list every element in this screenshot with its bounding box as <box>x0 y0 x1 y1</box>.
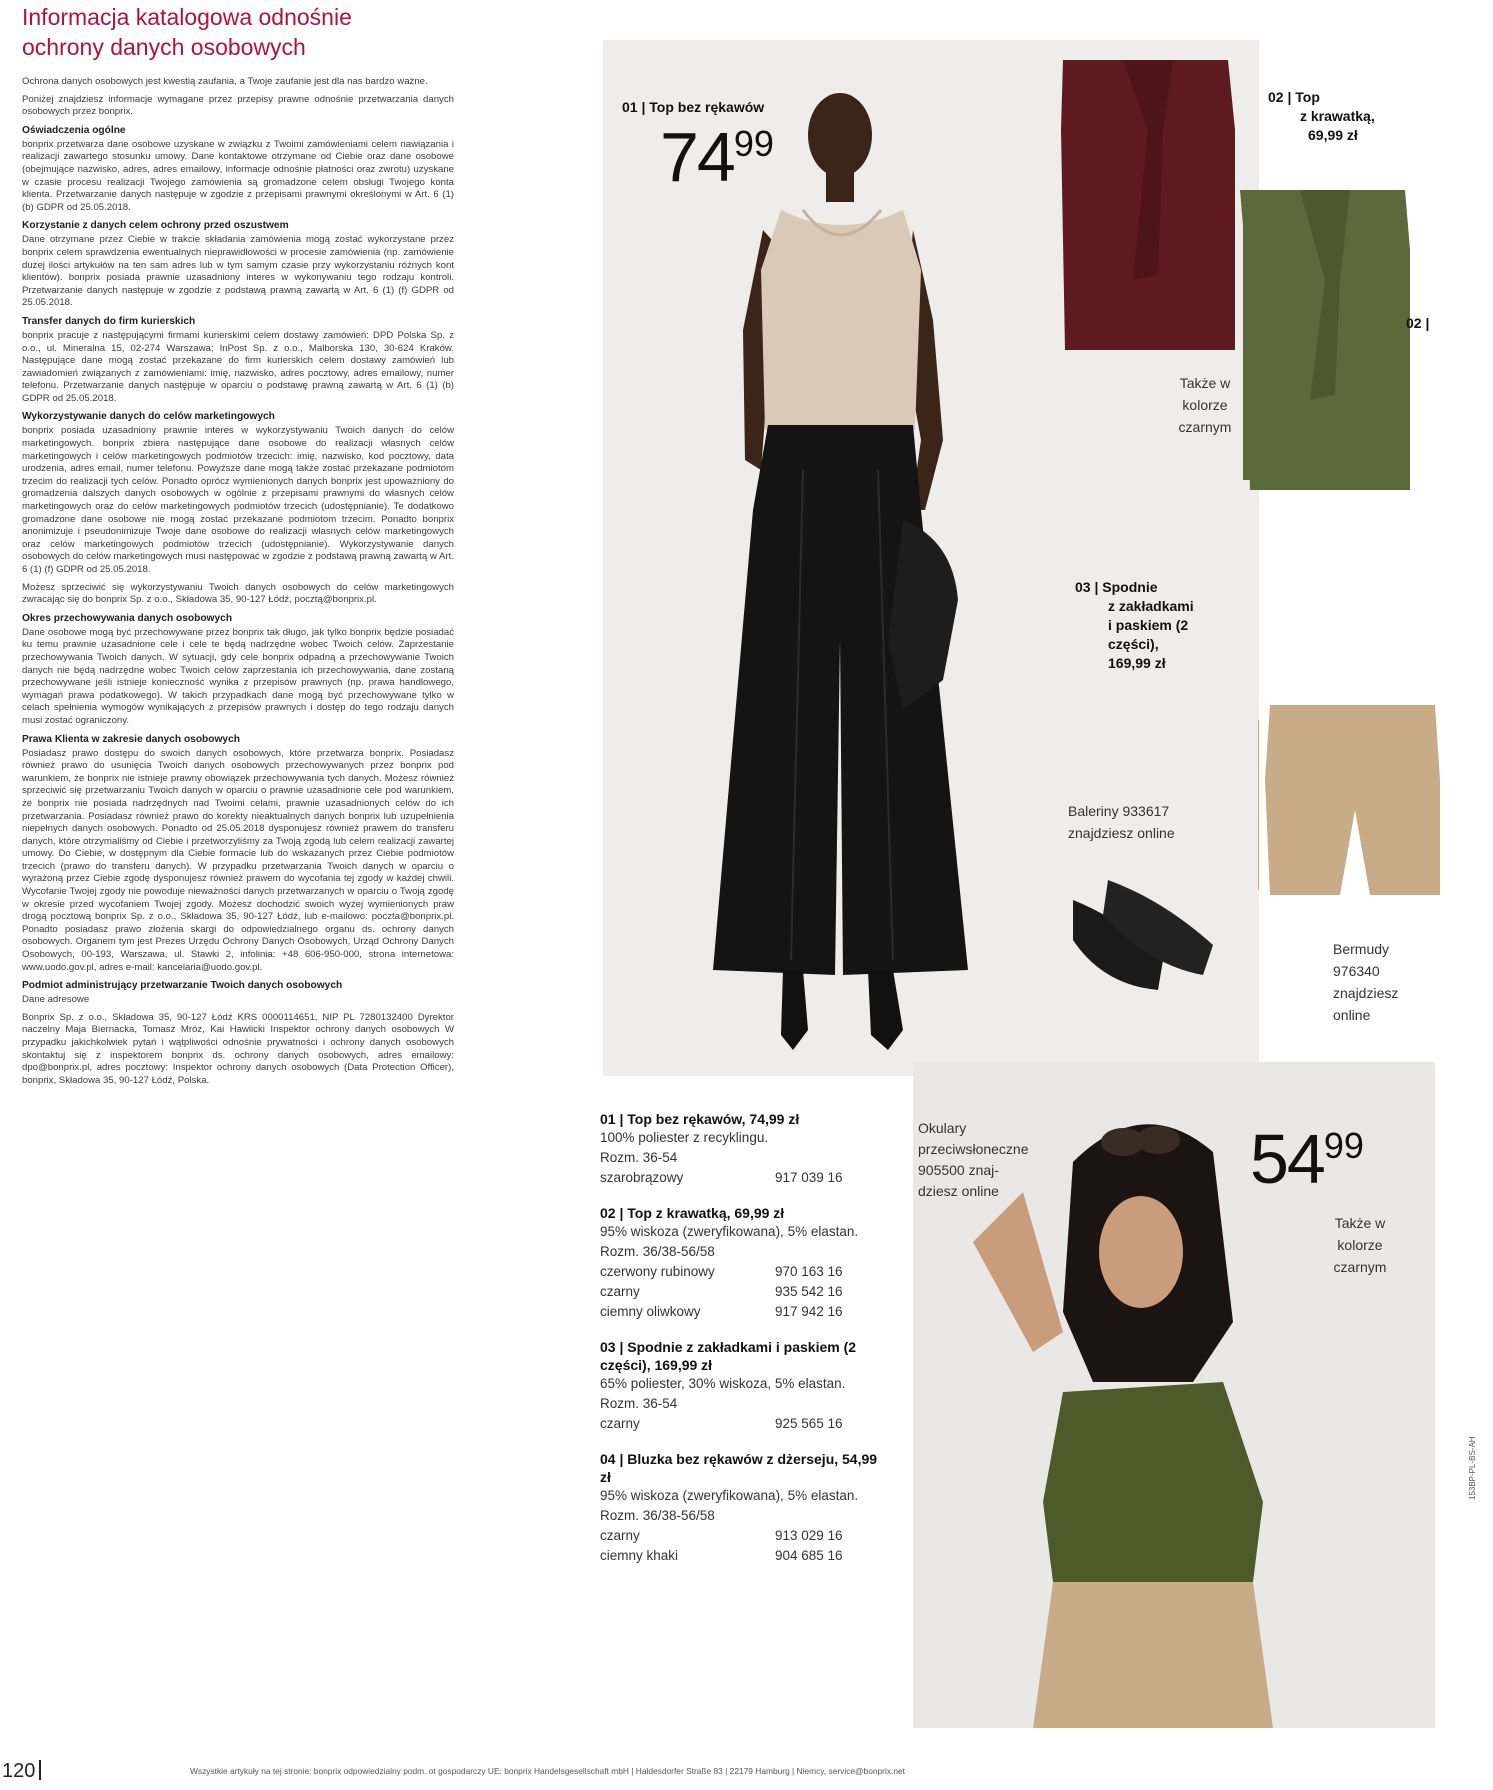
variant-code: 935 542 16 <box>775 1284 843 1299</box>
callout-tag: 02 <box>1406 315 1422 331</box>
note-line: 905500 znaj- <box>918 1162 999 1178</box>
product-variant <box>600 1546 890 1566</box>
top-burgundy-image <box>1061 60 1235 350</box>
callout-name-2: z krawatką, <box>1300 108 1375 124</box>
product-description <box>600 1450 890 1566</box>
note-line: dziesz online <box>918 1183 999 1199</box>
intro-paragraph: Poniżej znajdziesz informacje wymagane przez przepisy prawne odnośnie przetwarzania danych osobowych przez bonprix. <box>22 93 454 118</box>
product-sizes: Rozm. 36-54 <box>600 1150 678 1165</box>
product-variant <box>600 1302 890 1322</box>
note-line: znajdziesz online <box>1068 825 1175 841</box>
note-line: Baleriny 933617 <box>1068 803 1170 819</box>
product-title: Top bez rękawów, 74,99 zł <box>627 1111 800 1127</box>
variant-code: 913 029 16 <box>775 1528 843 1543</box>
product-number: 03 <box>600 1339 616 1355</box>
section-text: Posiadasz prawo dostępu do swoich danych osobowych, które przetwarza bonprix. Posiadasz również prawo do usunięcia Twoich danych osobowych przechowywanych przez bonprix pod warunkiem, że bonprix nie istnieje prawny obowiązek przechowywania tych danych. Możesz również sprzeciwić się przetwarzaniu Twoich danych w oparciu o prawnie uzasadnione cele pod warunkiem, że bonprix nie posiada nadrzędnych nad Twoimi celami, prawnie uzasadnionych celów do ich przetwarzania. Posiadasz również prawo do korekty nieaktualnych danych bonprix lub uzupełnienia niepełnych danych osobowych. Ponadto od 25.05.2018 dysponujesz również prawem do transferu danych, które otrzymaliśmy od Ciebie i przetworzyliśmy za Twoją zgodą lub celem realizacji zawartej umowy. Do Ciebie, w dostępnym dla Ciebie formacie lub do wskazanych przez Ciebie podmiotów trzecich (prawo do transferu danych). W przypadku przetwarzania Twoich danych w oparciu o wyrażoną przez Ciebie zgodę dysponujesz również prawem do wycofania tej zgody w każdej chwili. Wycofanie Twojej zgody nie powoduje nieważności danych przetwarzanych w oparciu o Twoją zgodę w okresie przed wycofaniem Twojej zgody. Możesz dochodzić swoich wyżej wymienionych praw drogą pocztową bonprix Sp. z o.o., Składowa 35, 90-127 Łódź, lub e-mailowo: poczta@bonprix.pl. Ponadto posiadasz prawo złożenia skargi do odpowiedzialnego organu ds. ochrony danych osobowych. Organem tym jest Prezes Urzędu Ochrony Danych Osobowych, Urząd Ochrony Danych Osobowych, 00-193, Warszawa, ul. Stawki 2, infolinia: +48 606-950-000, strona internetowa: www.uodo.gov.pl, adres e-mail: kancelaria@uodo.gov.pl. <box>22 747 454 973</box>
page-number: 120 <box>2 1760 41 1783</box>
section-heading: Podmiot administrujący przetwarzanie Twoich danych osobowych <box>22 980 343 992</box>
section-heading: Okres przechowywania danych osobowych <box>22 612 233 624</box>
price-cents: 99 <box>1323 1125 1364 1166</box>
product-variant <box>600 1168 890 1188</box>
product-description <box>600 1204 890 1322</box>
section-heading: Prawa Klienta w zakresie danych osobowych <box>22 733 240 745</box>
side-products <box>1230 160 1460 1040</box>
variant-code: 917 039 16 <box>775 1170 843 1185</box>
price-p1 <box>660 118 774 196</box>
product-heading: 01 | Top bez rękawów, 74,99 zł <box>600 1111 800 1127</box>
section-text: bonprix pracuje z następującymi firmami kurierskimi celem dostawy zamówień: DPD Polska Sp. z o.o., ul. Mineralna 15, 02-274 Warszawa; InPost Sp. z o.o., Malborska 130, 30-624 Kraków. Następujące dane mogą zostać przekazane do firm kurierskich celem dostawy zamówień lub zawiadomień związanych z zamówieniami: imię, nazwisko, adres pocztowy, adres emailowy, numer telefonu. Przetwarzanie danych następuje w oparciu o podstawę prawną zawartą w Art. 6 (1) (b) GDPR od 25.05.2018. <box>22 329 454 404</box>
variant-code: 904 685 16 <box>775 1548 843 1563</box>
product-number: 02 <box>600 1205 616 1221</box>
note-line: czarnym <box>1178 419 1232 435</box>
product-number: 04 <box>600 1451 616 1467</box>
product-description <box>600 1338 890 1434</box>
section-text: Możesz sprzeciwić się wykorzystywaniu Twoich danych osobowych do celów marketingowych zwracając się do bonprix Sp. z o.o., Składowa 35, 90-127 Łódź, pocztą@bonprix.pl. <box>22 581 454 606</box>
product-material: 100% poliester z recyklingu. <box>600 1130 769 1145</box>
section-text: Dane osobowe mogą być przechowywane przez bonprix tak długo, jak tylko bonprix będzie posiadać ku temu prawnie uzasadnione cele i cele te będą nadrzędne wobec Twoich celów. Zaprzestanie przechowywania Twoich danych. W sytuacji, gdy cele bonprix odpadną a przechowywanie Twoich danych nie będą nadrzędne wobec Twoich celów zaprzestania ich przechowywania, dane zostaną przechowywane jeśli istnieje konieczność wynika z przepisów prawnych (np. prawa handlowego, wymagań prawa podatkowego). W takich przypadkach dane mogą być przechowywane tylko w celach spełnienia wymogów wynikających z przepisów prawnych i dostęp do tego rodzaju danych musi zostać ograniczony. <box>22 626 454 726</box>
product-material: 95% wiskoza (zweryfikowana), 5% elastan. <box>600 1488 859 1503</box>
note-line: 976340 <box>1333 963 1380 979</box>
sections <box>22 124 454 1088</box>
product-heading: 02 | Top z krawatką, 69,99 zł <box>600 1205 785 1221</box>
model-figure <box>713 93 968 1050</box>
section-heading: Oświadczenia ogólne <box>22 124 126 136</box>
callout-name: Top <box>1295 89 1320 105</box>
section-text: Dane adresowe <box>22 994 90 1006</box>
variant-code: 917 942 16 <box>775 1304 843 1319</box>
section-text: Bonprix Sp. z o.o., Składowa 35, 90-127 Łódź KRS 0000114651, NIP PL 7280132400 Dyrektor naczelny Maja Biernacka, Tomasz Mróz, Kai Hawlicki Inspektor ochrony danych osobowych W przypadku jakichkolwiek pytań i wątpliwości odnośnie prywatności i ochrony danych osobowych skontaktuj się z inspektorem bonprix ds. ochrony danych osobowych, adres emailowy: dpo@bonprix.pl, adres pocztowy: Inspektor ochrony danych osobowych (Data Protection Officer), bonprix, Składowa 35, 90-127 Łódź, Polska. <box>22 1011 454 1086</box>
note-line: Bermudy <box>1333 941 1390 957</box>
callout-p3: 03 | Spodnie z zakładkami i paskiem (2 części), 169,99 zł <box>1075 579 1194 671</box>
footer-legal: Wszystkie artykuły na tej stronie: bonprix odpowiedzialny podm. ot gospodarczy UE: bonprix Handelsgesellschaft mbH | Haldesdorfer Straße 83 | 22179 Hamburg | Niemcy, service@bonprix.net <box>190 1766 905 1776</box>
note-line: Także w <box>1334 1215 1386 1231</box>
section-heading: Wykorzystywanie danych do celów marketingowych <box>22 411 275 423</box>
note-bermudas <box>1333 938 1443 1026</box>
note-line: czarnym <box>1333 1259 1387 1275</box>
price-cents: 99 <box>733 123 774 164</box>
callout-number: 02 <box>1268 89 1284 105</box>
note-line: online <box>1333 1007 1371 1023</box>
variant-color: czerwony rubinowy <box>600 1264 715 1279</box>
product-variant <box>600 1414 890 1434</box>
variant-color: ciemny oliwkowy <box>600 1304 701 1319</box>
intro <box>22 76 454 119</box>
note-line: kolorze <box>1337 1237 1383 1253</box>
note-line: Także w <box>1179 375 1231 391</box>
note-ballerinas <box>1068 800 1218 844</box>
product-heading: 04 | Bluzka bez rękawów z dżerseju, 54,99 zł <box>600 1451 878 1485</box>
product-sizes: Rozm. 36/38-56/58 <box>600 1508 715 1523</box>
variant-color: czarny <box>600 1528 640 1543</box>
price-p4 <box>1250 1120 1364 1198</box>
product-material: 95% wiskoza (zweryfikowana), 5% elastan. <box>600 1224 859 1239</box>
product-descriptions <box>600 1110 890 1582</box>
callout-number: 03 <box>1075 579 1091 595</box>
product-number: 01 <box>600 1111 616 1127</box>
callout-p2: 02 | Top z krawatką, 69,99 zł <box>1268 89 1375 143</box>
product-heading: 03 | Spodnie z zakładkami i paskiem (2 części), 169,99 zł <box>600 1339 857 1373</box>
price-main: 74 <box>660 118 734 196</box>
note-line: znajdziesz <box>1333 985 1399 1001</box>
variant-code: 925 565 16 <box>775 1416 843 1431</box>
callout-line: części), <box>1108 636 1159 652</box>
variant-color: ciemny khaki <box>600 1548 679 1563</box>
callout-line: Spodnie <box>1102 579 1158 595</box>
product-variant <box>600 1526 890 1546</box>
variant-color: szarobrązowy <box>600 1170 684 1185</box>
section-heading: Korzystanie z danych celem ochrony przed oszustwem <box>22 220 289 232</box>
note-color-2 <box>1300 1212 1420 1278</box>
note-line: Okulary <box>918 1120 967 1136</box>
product-title: Spodnie z zakładkami i paskiem (2 części), 169,99 zł <box>600 1339 857 1373</box>
intro-paragraph: Ochrona danych osobowych jest kwestią zaufania, a Twoje zaufanie jest dla nas bardzo ważne. <box>22 76 428 87</box>
section-text: bonprix przetwarza dane osobowe uzyskane w związku z Twoimi zamówieniami celem nawiązania i realizacji zawartego stosunku umowy. Dane kontaktowe otrzymane od Ciebie oraz dane osobowe (obejmujące nazwisko, adres, adres emailowy, informacje odnośnie płatności oraz zwrotu) uzyskane w czasie procesu realizacji Twojego zamówienia są gromadzone celem obsługi Twojego konta klienta. Przetwarzanie danych następuje w zgodzie z przepisami prawnymi określonymi w Art. 6 (1) (b) GDPR od 25.05.2018. <box>22 138 454 213</box>
note-color-1 <box>1125 372 1285 438</box>
section-text: bonprix posiada uzasadniony prawnie interes w wykorzystywaniu Twoich danych do celów marketingowych. bonprix zbiera następujące dane osobowe do realizacji własnych celów marketingowych i celów marketingowych podmiotów trzecich: imię, nazwisko, kod pocztowy, data urodzenia, adres email, numer telefonu. Powyższe dane mogą także zostać przekazane podmiotom trzecim do realizacji tych celów. Ponadto oprócz wymienionych danych bonprix jest upoważniony do gromadzenia dalszych danych osobowych w ogólnie z przepisami prawnymi do własnych celów marketingowych oraz do celów marketingowych podmiotów trzecich (udostępnianie). Te dodatkowo gromadzone dane osobowe nie mogą zostać przekazane podmiotom trzecim. Ponadto bonprix anonimizuje i pseudonimizuje Twoje dane osobowe do realizacji własnych celów marketingowych oraz celów marketingowych podmiotów trzecich (udostępnianie). Wykorzystywanie danych osobowych do celów marketingowych musi następować w zgodzie z podstawą prawną zawartą w Art. 6 (1) (f) GDPR od 25.05.2018. <box>22 425 454 575</box>
privacy-column <box>22 0 454 1740</box>
section-text: Dane otrzymane przez Ciebie w trakcie składania zamówienia mogą zostać wykorzystane przez bonprix celem sprawdzenia ewentualnych nieprawidłowości w procesie zamówienia (np. zamówienie dużej ilości artykułów na ten sam adres lub w tym samym czasie przy wykorzystaniu różnych kont klientów). bonprix posiada prawnie uzasadniony interes w wykonywaniu tego rodzaju kontroli. Przetwarzanie danych następuje w zgodzie z podstawą prawną zawartą w Art. 6 (1) (f) GDPR od 25.05.2018. <box>22 234 454 309</box>
callout-p1: 01 | Top bez rękawów <box>622 99 765 115</box>
callout-name: Top bez rękawów <box>649 99 765 115</box>
product-material: 65% poliester, 30% wiskoza, 5% elastan. <box>600 1376 846 1391</box>
callout-p2-tag: 02 | <box>1406 315 1430 331</box>
product-title: Top z krawatką, 69,99 zł <box>627 1205 785 1221</box>
callout-line: z zakładkami <box>1108 598 1194 614</box>
note-sunglasses <box>918 1118 1068 1202</box>
callout-price: 69,99 zł <box>1308 127 1358 143</box>
title-line-1: Informacja katalogowa odnośnie <box>22 4 352 30</box>
product-description <box>600 1110 890 1188</box>
product-sizes: Rozm. 36-54 <box>600 1396 678 1411</box>
side-code: 153BP-PL-BS-AH <box>1468 1436 1477 1500</box>
product-variant <box>600 1282 890 1302</box>
variant-color: czarny <box>600 1284 640 1299</box>
product-title: Bluzka bez rękawów z dżerseju, 54,99 zł <box>600 1451 878 1485</box>
variant-color: czarny <box>600 1416 640 1431</box>
callout-number: 01 <box>622 99 638 115</box>
title-line-2: ochrony danych osobowych <box>22 34 306 60</box>
price-main: 54 <box>1250 1120 1324 1198</box>
section-heading: Transfer danych do firm kurierskich <box>22 315 196 327</box>
product-sizes: Rozm. 36/38-56/58 <box>600 1244 715 1259</box>
note-line: przeciwsłoneczne <box>918 1141 1029 1157</box>
callout-line: 169,99 zł <box>1108 655 1166 671</box>
callout-line: i paskiem (2 <box>1108 617 1189 633</box>
shorts-shape <box>1265 705 1440 895</box>
product-variant <box>600 1262 890 1282</box>
ballerina-flats-image <box>1073 880 1213 990</box>
variant-code: 970 163 16 <box>775 1264 843 1279</box>
note-line: kolorze <box>1182 397 1228 413</box>
page-title <box>22 2 454 62</box>
